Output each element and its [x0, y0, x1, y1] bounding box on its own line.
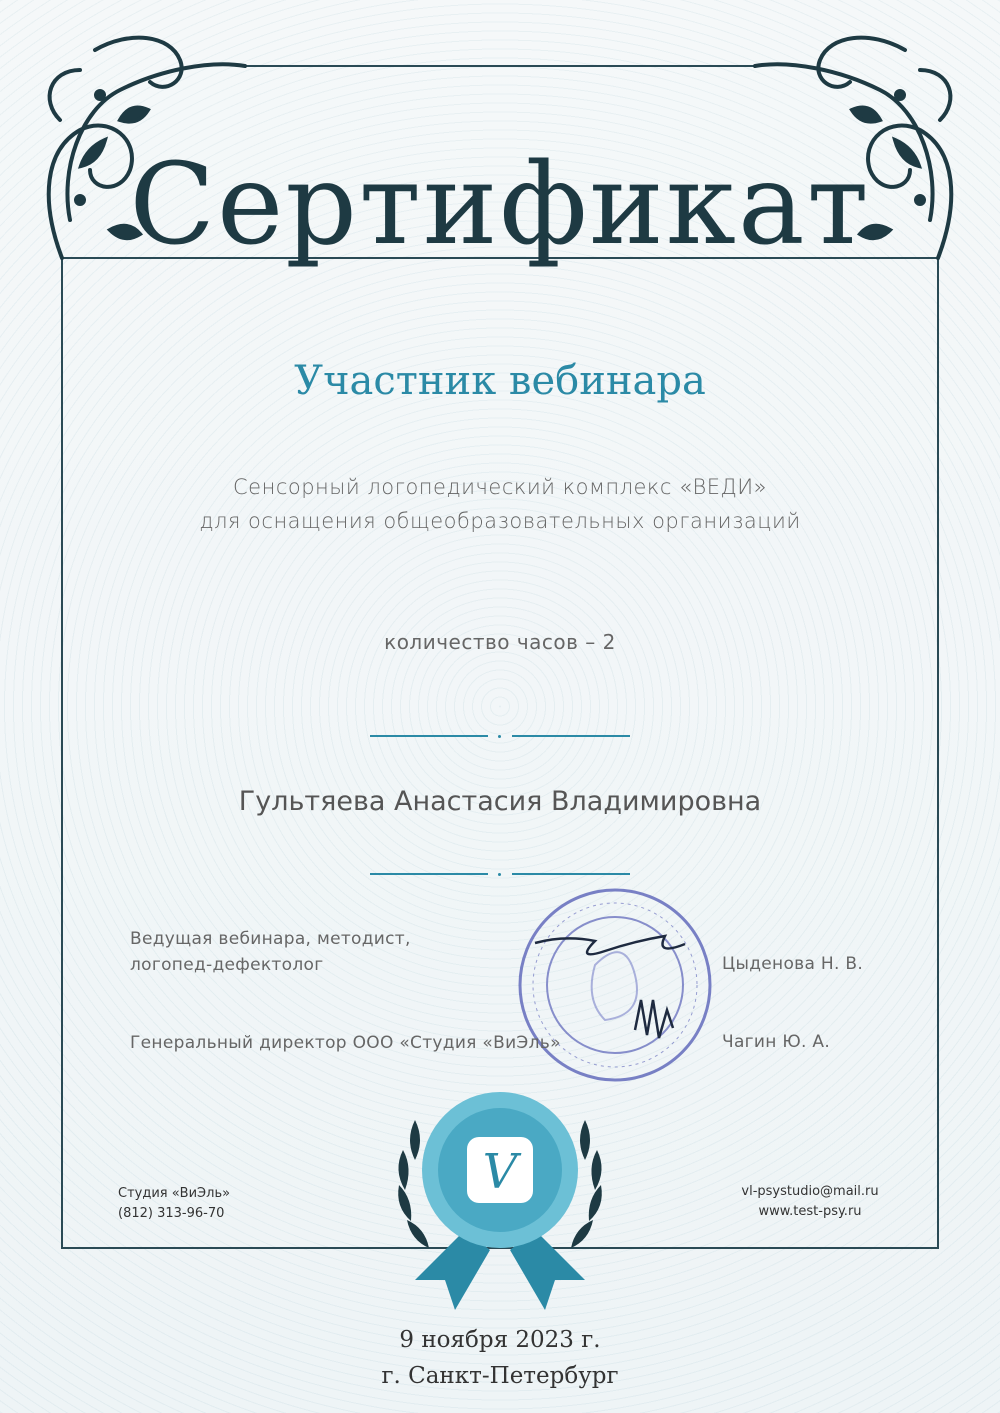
course-line-2: для оснащения общеобразовательных организаций	[199, 509, 801, 533]
host-role-line-1: Ведущая вебинара, методист,	[130, 929, 411, 949]
hours-count: количество часов – 2	[384, 630, 616, 654]
host-role	[130, 926, 411, 978]
divider-top	[370, 730, 630, 740]
issue-info	[0, 1322, 1000, 1394]
studio-contacts	[118, 1184, 230, 1224]
contact-email: vl-psystudio@mail.ru	[741, 1184, 879, 1199]
certificate-subtitle: Участник вебинара	[294, 358, 706, 404]
issue-city: г. Санкт-Петербург	[381, 1363, 619, 1389]
host-name: Цыденова Н. В.	[722, 954, 864, 974]
issue-date: 9 ноября 2023 г.	[399, 1327, 601, 1353]
divider-bottom	[370, 868, 630, 878]
award-medal-emblem	[375, 1080, 625, 1320]
signature-1	[535, 936, 685, 954]
logo-monogram: V	[482, 1144, 518, 1200]
course-description	[0, 470, 1000, 538]
signature-2	[635, 1000, 673, 1038]
studio-phone: (812) 313-96-70	[118, 1206, 225, 1221]
online-contacts	[720, 1182, 900, 1222]
participant-name: Гультяева Анастасия Владимировна	[238, 786, 762, 817]
studio-name: Студия «ВиЭль»	[118, 1186, 231, 1201]
contact-website: www.test-psy.ru	[758, 1204, 862, 1219]
host-role-line-2: логопед-дефектолог	[130, 955, 324, 975]
director-name: Чагин Ю. А.	[722, 1032, 831, 1052]
course-line-1: Сенсорный логопедический комплекс «ВЕДИ»	[233, 475, 767, 499]
director-role: Генеральный директор ООО «Студия «ВиЭль»	[130, 1033, 561, 1053]
certificate-title: Сертификат	[129, 140, 871, 270]
